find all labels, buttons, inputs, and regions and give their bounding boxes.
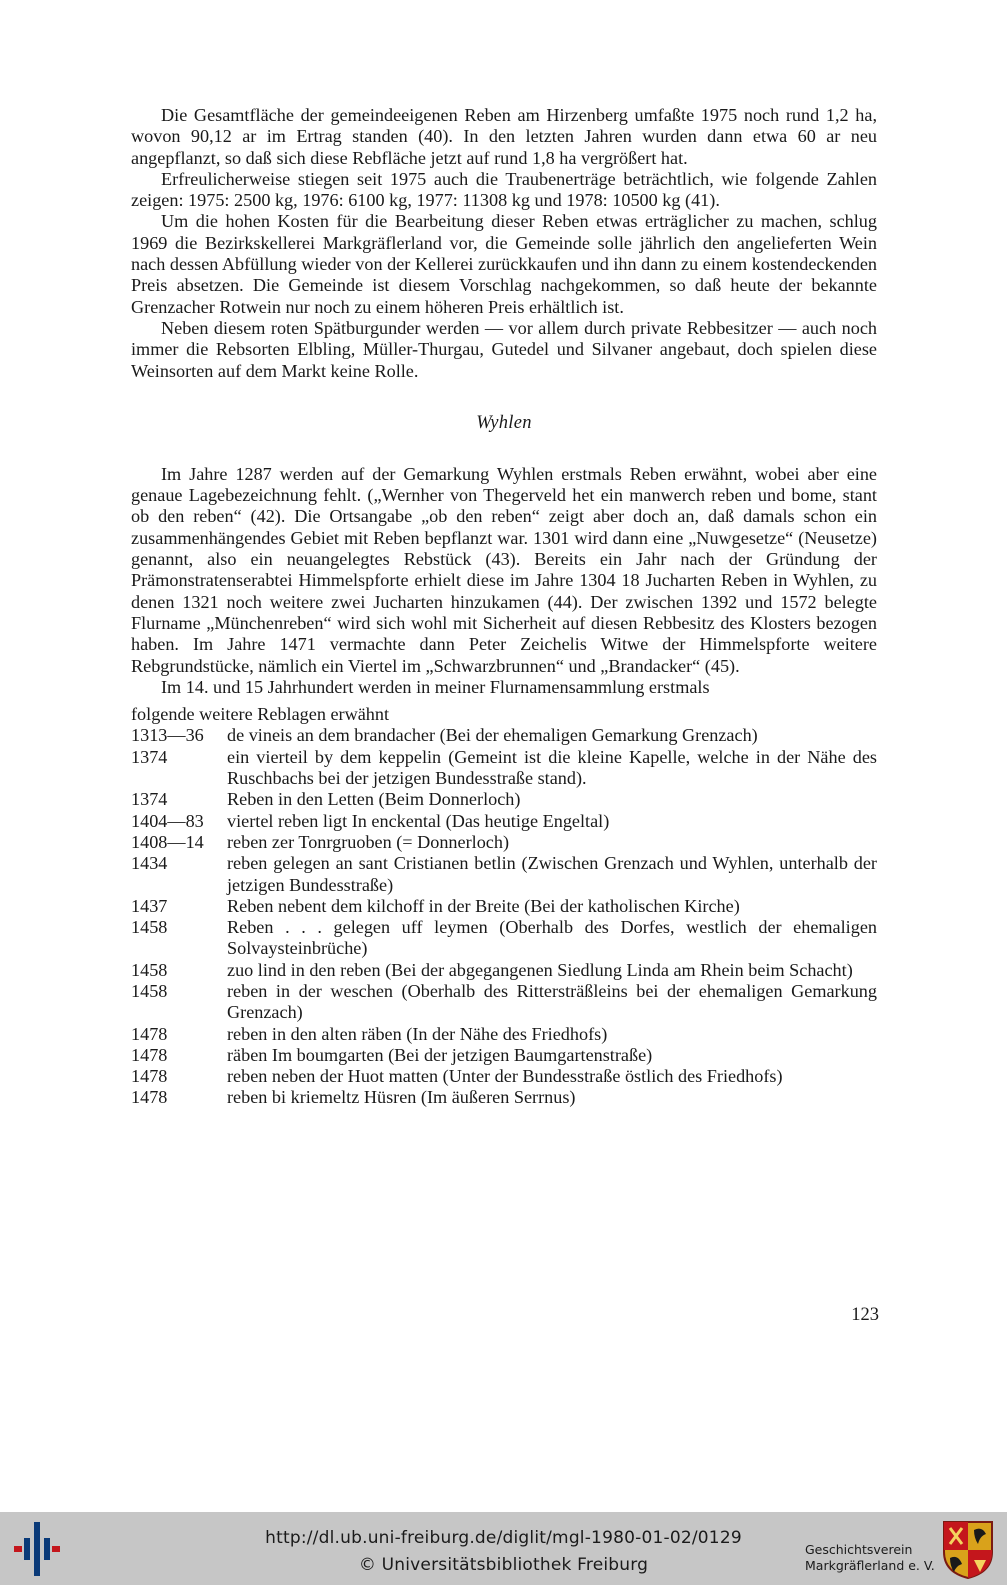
society-line: Markgräflerland e. V.	[805, 1558, 935, 1573]
list-item	[131, 725, 877, 746]
text-column	[131, 105, 877, 1109]
coat-of-arms-icon	[942, 1520, 994, 1580]
entry-text: reben in den alten räben (In der Nähe des Friedhofs)	[227, 1023, 608, 1044]
entry-year: 1458	[131, 980, 168, 1001]
entry-year: 1478	[131, 1044, 168, 1065]
society-name	[805, 1542, 935, 1574]
list-item	[131, 832, 877, 853]
entry-year: 1434	[131, 853, 168, 874]
entry-year: 1478	[131, 1087, 168, 1108]
list-item	[131, 1024, 877, 1045]
paragraph: Die Gesamtfläche der gemeindeeigenen Reben am Hirzenberg umfaßte 1975 noch rund 1,2 ha, wovon 90,12 ar im Ertrag standen (40). In den letzten Jahren wurden dann etwa 60 ar neu angepflanzt, so daß sich diese Rebfläche jetzt auf rund 1,8 ha vergrößert hat.	[131, 105, 877, 168]
entry-text: zuo lind in den reben (Bei der abgegangenen Siedlung Linda am Rhein beim Schacht)	[227, 959, 853, 980]
entry-year: 1313—36	[131, 725, 204, 746]
list-item	[131, 747, 877, 790]
entry-year: 1458	[131, 917, 168, 938]
list-item	[131, 896, 877, 917]
list-item	[131, 789, 877, 810]
paragraph: Im Jahre 1287 werden auf der Gemarkung Wyhlen erstmals Reben erwähnt, wobei aber eine genaue Lagebezeichnung fehlt. („Wernher von Thegerveld het ein manwerch reben und bome, stant ob den reben“ (42). Die Ortsangabe „ob den reben“ zeigt aber doch an, daß damals schon ein zusammenhängendes Gebiet mit Reben bepflanzt war. 1301 wird dann eine „Nuwgesetze“ (Neusetze) genannt, also ein neuangelegtes Rebstück (43). Bereits ein Jahr nach der Gründung der Prämonstratenserabtei Himmelspforte erhielt diese im Jahre 1304 18 Jucharten Reben in Wyhlen, zu denen 1321 noch weitere zwei Jucharten hinzukamen (44). Der zwischen 1392 und 1572 belegte Flurname „Münchenreben“ wird sich wohl mit Sicherheit auf diesen Rebbesitz des Klosters bezogen haben. Im Jahre 1471 vermachte dann Peter Zeichelis Witwe der Himmelspforte weitere Rebgrundstücke, nämlich ein Viertel im „Schwarzbrunnen“ und „Brandacker“ (45).	[131, 463, 877, 676]
list-item	[131, 960, 877, 981]
entry-text: reben gelegen an sant Cristianen betlin (Zwischen Grenzach und Wyhlen, unterhalb der jetzigen Bundesstraße)	[227, 853, 877, 895]
reblagen-list	[131, 704, 877, 1109]
copyright-text: © Universitätsbibliothek Freiburg	[358, 1555, 649, 1575]
entry-text: de vineis an dem brandacher (Bei der ehemaligen Gemarkung Grenzach)	[227, 725, 758, 746]
entry-text: ein vierteil by dem keppelin (Gemeint ist die kleine Kapelle, welche in der Nähe des Ruschbachs bei der jetzigen Bundesstraße stand).	[227, 746, 877, 789]
list-item	[131, 811, 877, 832]
entry-year: 1374	[131, 746, 168, 767]
list-entries	[131, 725, 877, 1108]
list-intro: folgende weitere Reblagen erwähnt	[131, 704, 390, 725]
footer-bar	[0, 1512, 1007, 1585]
list-item	[131, 1045, 877, 1066]
entry-year: 1408—14	[131, 831, 204, 852]
page-number: 123	[851, 1305, 879, 1325]
entry-year: 1374	[131, 789, 168, 810]
society-line: Geschichtsverein	[805, 1542, 913, 1557]
section-heading: Wyhlen	[476, 412, 532, 433]
entry-text: Reben . . . gelegen uff leymen (Oberhalb des Dorfes, westlich der ehemaligen Solvaysteinbrüche)	[227, 917, 877, 959]
entry-text: viertel reben ligt In enckental (Das heutige Engeltal)	[227, 810, 610, 831]
entry-text: reben in der weschen (Oberhalb des Rittersträßleins bei der ehemaligen Gemarkung Grenzach)	[227, 980, 877, 1023]
paragraph: Neben diesem roten Spätburgunder werden — vor allem durch private Rebbesitzer — auch noch immer die Rebsorten Elbling, Müller-Thurgau, Gutedel und Silvaner angebaut, doch spielen diese Weinsorten auf dem Markt keine Rolle.	[131, 317, 877, 381]
entry-text: Reben in den Letten (Beim Donnerloch)	[227, 789, 521, 810]
list-item	[131, 853, 877, 896]
list-item	[131, 981, 877, 1024]
entry-year: 1404—83	[131, 810, 204, 831]
entry-text: reben bi kriemeltz Hüsren (Im äußeren Serrnus)	[227, 1087, 576, 1108]
entry-text: Reben nebent dem kilchoff in der Breite (Bei der katholischen Kirche)	[227, 895, 740, 916]
list-item	[131, 917, 877, 960]
entry-text: reben neben der Huot matten (Unter der Bundesstraße östlich des Friedhofs)	[227, 1066, 783, 1087]
paragraph: Um die hohen Kosten für die Bearbeitung dieser Reben etwas erträglicher zu machen, schlug 1969 die Bezirkskellerei Markgräflerland vor, die Gemeinde solle jährlich den angelieferten Wein nach dessen Abfüllung wieder von der Kellerei zurückkaufen und ihn dann zu einem kostendeckenden Preis absetzen. Die Gemeinde ist diesem Vorschlag nachgekommen, so daß heute der bekannte Grenzacher Rotwein nur noch zu einem höheren Preis erhältlich ist.	[131, 211, 877, 317]
entry-year: 1458	[131, 959, 168, 980]
paragraph: Im 14. und 15 Jahrhundert werden in meiner Flurnamensammlung erstmals	[161, 676, 710, 697]
list-item	[131, 1066, 877, 1087]
entry-year: 1478	[131, 1066, 168, 1087]
entry-year: 1437	[131, 895, 168, 916]
entry-text: räben Im boumgarten (Bei der jetzigen Baumgartenstraße)	[227, 1044, 653, 1065]
list-item	[131, 1087, 877, 1108]
entry-text: reben zer Tonrgruoben (= Donnerloch)	[227, 831, 510, 852]
entry-year: 1478	[131, 1023, 168, 1044]
document-url-link[interactable]: http://dl.ub.uni-freiburg.de/diglit/mgl-1980-01-02/0129	[265, 1528, 742, 1548]
paragraph: Erfreulicherweise stiegen seit 1975 auch die Traubenerträge beträchtlich, wie folgende Zahlen zeigen: 1975: 2500 kg, 1976: 6100 kg, 1977: 11308 kg und 1978: 10500 kg (41).	[131, 168, 877, 211]
